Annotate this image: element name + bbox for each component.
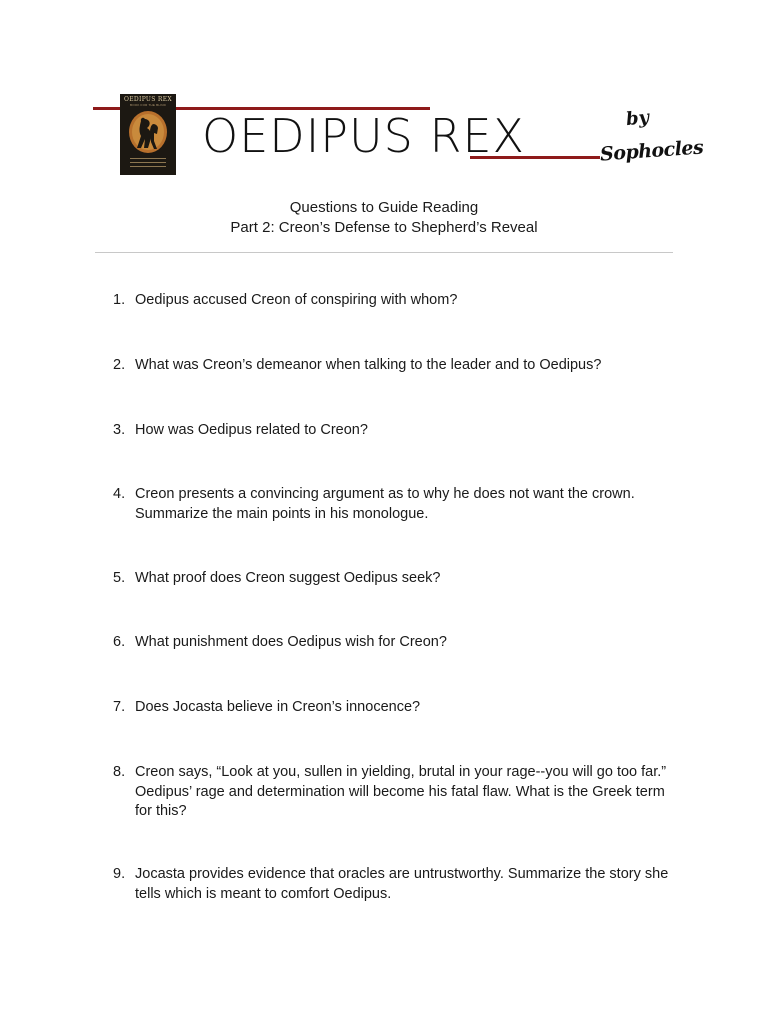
byline-by: by <box>624 106 651 131</box>
question-number: 2. <box>113 357 126 373</box>
question-text: What punishment does Oedipus wish for Creon? <box>135 634 447 650</box>
question-item <box>113 633 678 653</box>
question-text: How was Oedipus related to Creon? <box>135 422 368 438</box>
book-cover-text-lines <box>130 158 166 170</box>
subtitle-line-2: Part 2: Creon’s Defense to Shepherd’s Reveal <box>230 219 538 236</box>
question-number: 4. <box>113 486 126 502</box>
question-item <box>113 698 678 718</box>
book-cover-subtitle: BOOK FOR THE BLIND <box>130 103 166 107</box>
author-name: Sophocles <box>599 136 704 166</box>
question-text: Creon says, “Look at you, sullen in yielding, brutal in your rage--you will go too far.” Oedipus’ rage and determination will become his fatal flaw. What is the Greek term for this? <box>135 764 667 819</box>
question-text: Creon presents a convincing argument as to why he does not want the crown. Summarize the main points in his monologue. <box>135 486 635 522</box>
subtitle-line-1: Questions to Guide Reading <box>289 199 479 216</box>
question-number: 8. <box>113 764 126 780</box>
book-cover-image <box>120 94 176 175</box>
book-cover-title: OEDIPUS REX <box>124 96 172 103</box>
page-title: OEDIPUS REX <box>202 109 526 163</box>
question-text: What proof does Creon suggest Oedipus seek? <box>135 570 441 586</box>
question-number: 5. <box>113 570 126 586</box>
question-text: Jocasta provides evidence that oracles are untrustworthy. Summarize the story she tells which is meant to comfort Oedipus. <box>135 866 669 902</box>
question-item <box>113 356 678 376</box>
question-number: 9. <box>113 866 126 882</box>
question-number: 3. <box>113 422 126 438</box>
document-header <box>0 0 768 190</box>
question-item <box>113 291 678 311</box>
question-text: What was Creon’s demeanor when talking to the leader and to Oedipus? <box>135 357 602 373</box>
question-text: Does Jocasta believe in Creon’s innocence? <box>135 699 421 715</box>
question-item <box>113 865 678 904</box>
section-divider <box>95 252 673 253</box>
question-item <box>113 569 678 589</box>
question-item <box>113 485 678 524</box>
question-number: 1. <box>113 292 126 308</box>
question-item <box>113 421 678 441</box>
question-number: 7. <box>113 699 126 715</box>
question-item <box>113 763 678 822</box>
question-number: 6. <box>113 634 126 650</box>
question-text: Oedipus accused Creon of conspiring with whom? <box>135 292 458 308</box>
greek-vase-illustration <box>127 109 169 155</box>
worksheet-subtitle <box>0 198 768 238</box>
